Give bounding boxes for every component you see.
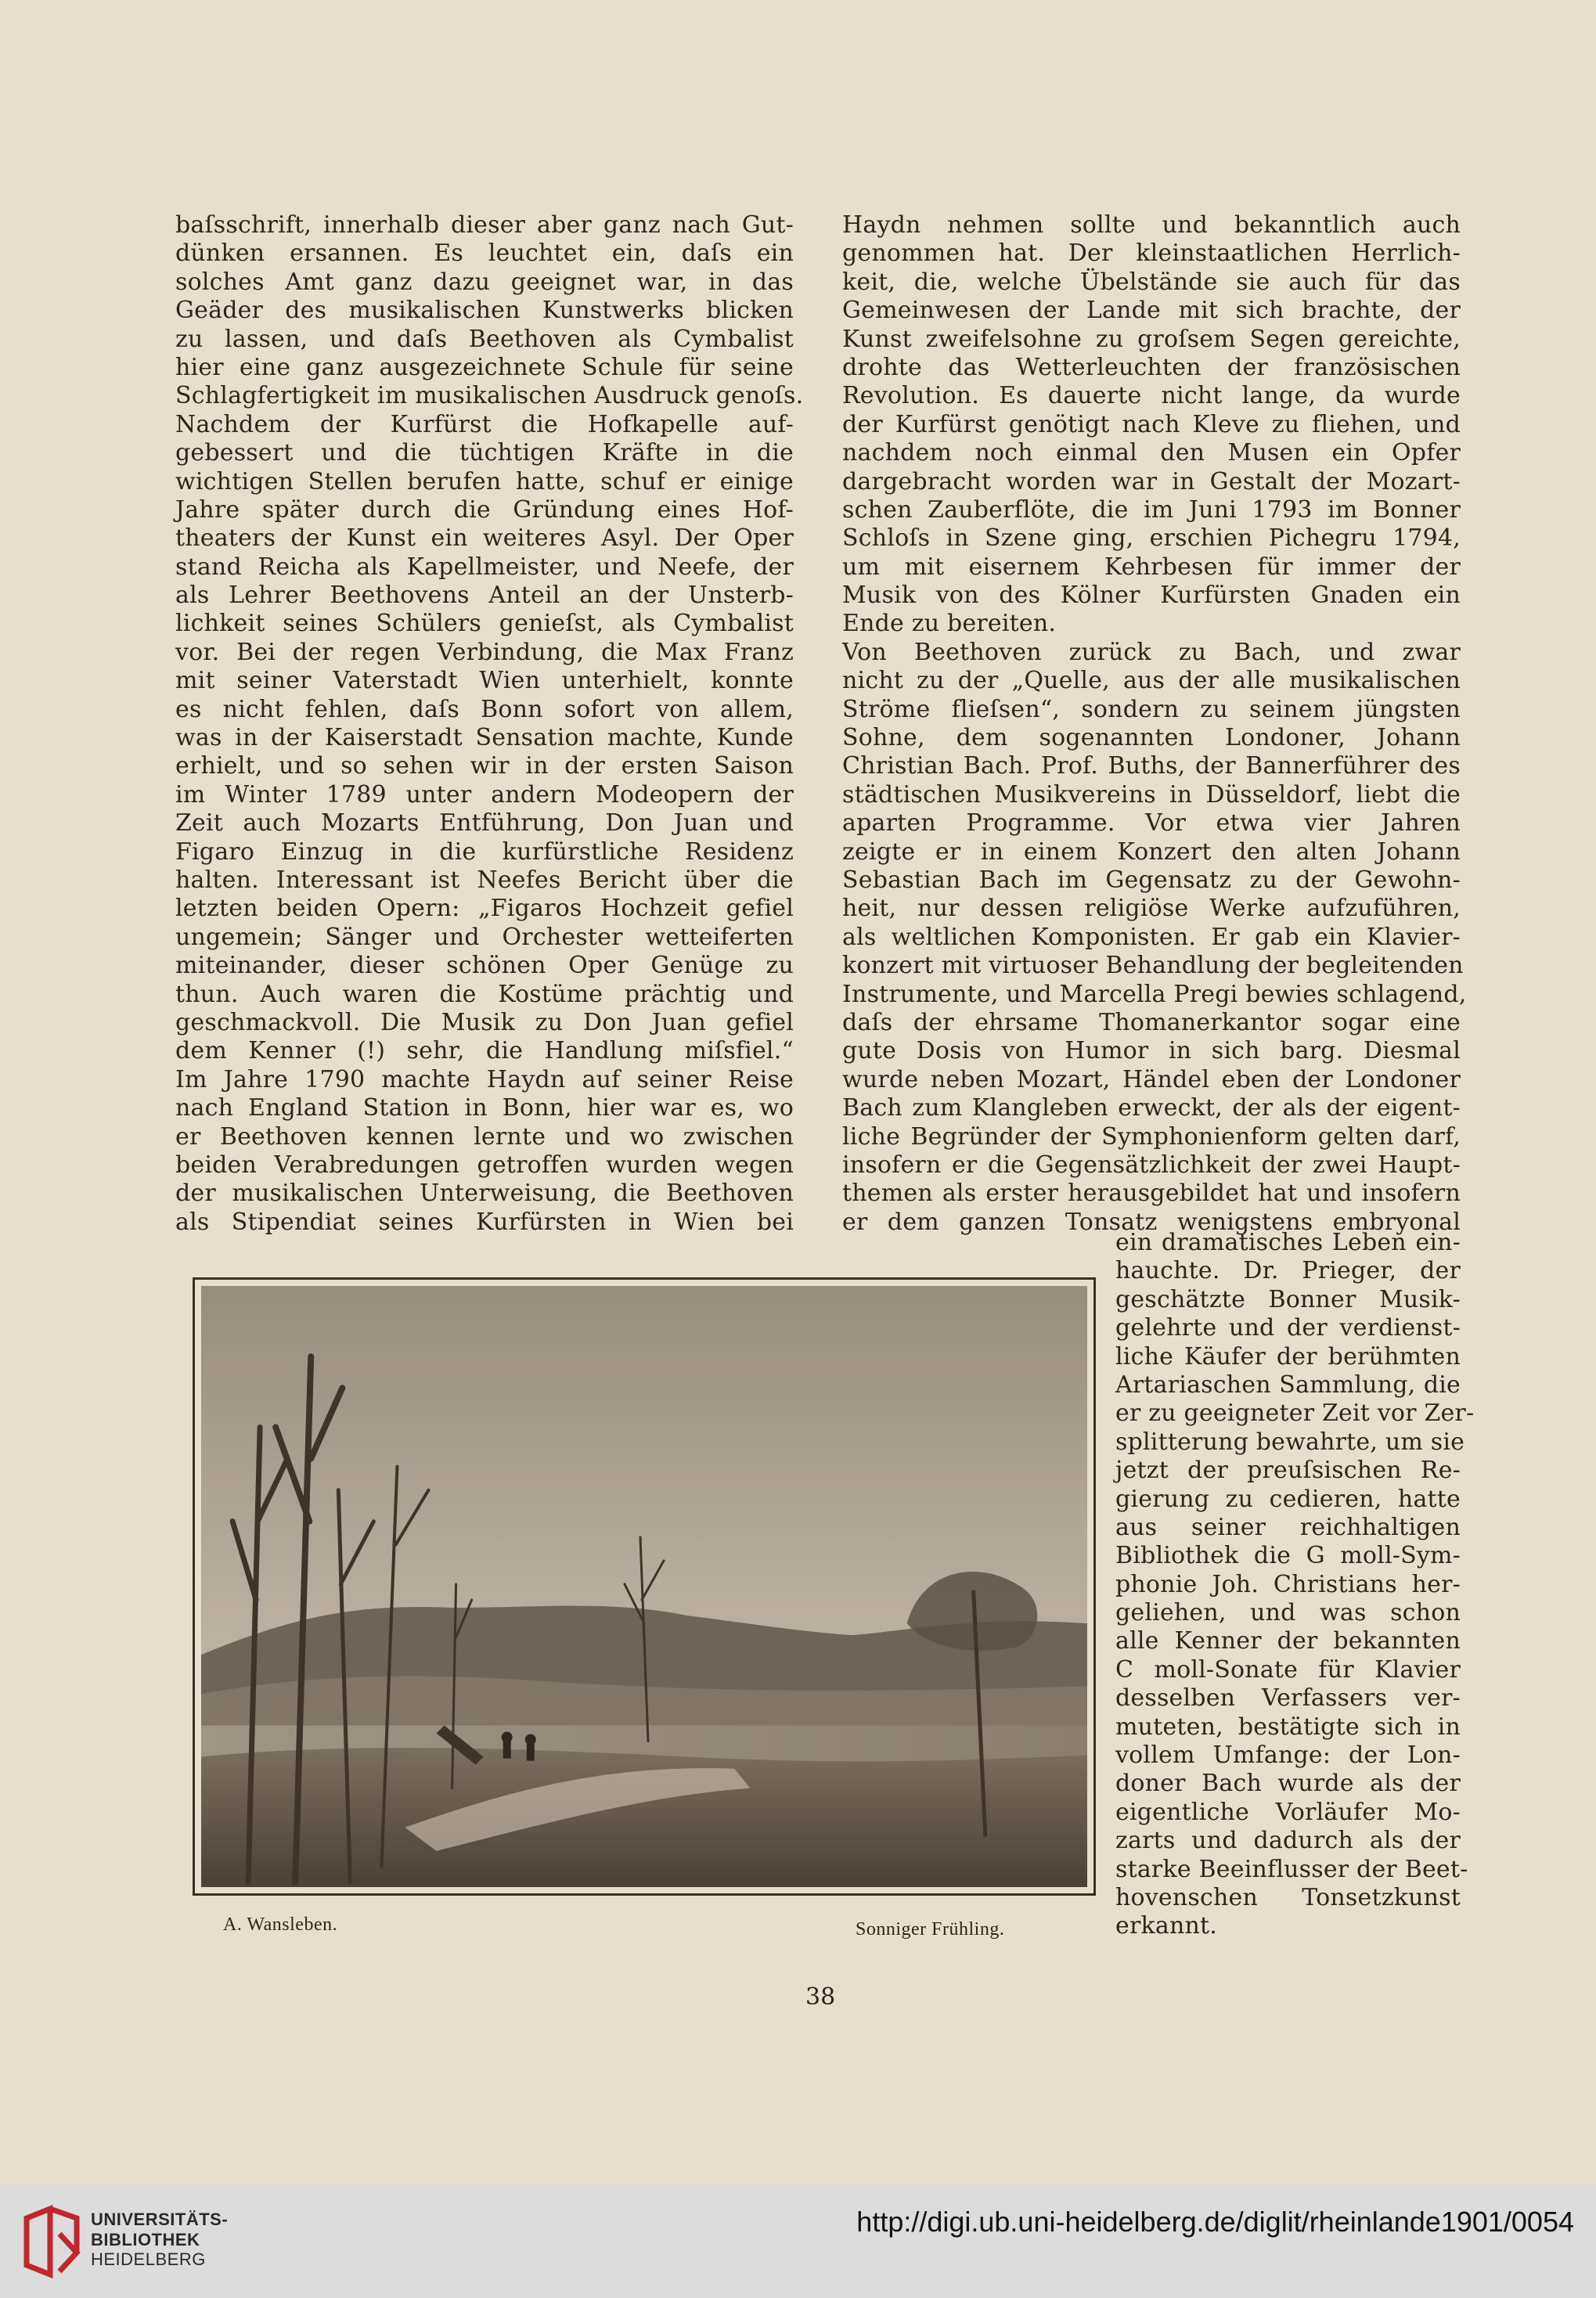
text-line: wurde neben Mozart, Händel eben der Londoner	[842, 1065, 1461, 1093]
text-line: theaters der Kunst ein weiteres Asyl. Der Oper	[175, 524, 794, 553]
text-line: Geäder des musikalischen Kunstwerks blicken	[175, 297, 794, 325]
text-line: Schlagfertigkeit im musikalischen Ausdruck genoſs.	[175, 382, 804, 410]
text-line: lichkeit seines Schülers genieſst, als Cymbalist	[175, 610, 794, 638]
text-line: im Winter 1789 unter andern Modeopern der	[175, 780, 794, 809]
text-line: halten. Interessant ist Neefes Bericht über die	[175, 866, 794, 894]
text-line: Revolution. Es dauerte nicht lange, da wurde	[842, 382, 1461, 410]
text-line: Bach zum Klangleben erweckt, der als der eigent-	[842, 1094, 1461, 1122]
text-line: Schloſs in Szene ging, erschien Pichegru 1794,	[842, 524, 1461, 553]
text-line: zu lassen, und daſs Beethoven als Cymbalist	[175, 325, 794, 353]
text-line: aus seiner reichhaltigen	[1115, 1513, 1461, 1541]
text-line: Ende zu bereiten.	[842, 610, 1057, 638]
text-line: baſsschrift, innerhalb dieser aber ganz nach Gut-	[175, 211, 794, 239]
text-line: aparten Programme. Vor etwa vier Jahren	[842, 809, 1461, 837]
text-line: doner Bach wurde als der	[1115, 1770, 1461, 1798]
text-line: keit, die, welche Übelstände sie auch für das	[842, 268, 1461, 296]
text-line: stand Reicha als Kapellmeister, und Neefe, der	[175, 553, 794, 581]
logo-text-line-2: BIBLIOTHEK	[91, 2230, 200, 2249]
text-line: heit, nur dessen religiöse Werke aufzuführen,	[842, 895, 1461, 923]
text-line: desselben Verfassers ver-	[1115, 1684, 1461, 1713]
text-line: genommen hat. Der kleinstaatlichen Herrlich-	[842, 240, 1461, 268]
text-line: Jahre später durch die Gründung eines Hof-	[175, 495, 794, 524]
text-line: hier eine ganz ausgezeichnete Schule für seine	[175, 353, 794, 381]
text-line: mit seiner Vaterstadt Wien unterhielt, konnte	[175, 667, 794, 695]
text-line: Zeit auch Mozarts Entführung, Don Juan und	[175, 809, 794, 837]
text-line: Sebastian Bach im Gegensatz zu der Gewohn-	[842, 866, 1461, 894]
text-line: ungemein; Sänger und Orchester wetteiferten	[175, 923, 794, 951]
text-line: Musik von des Kölner Kurfürsten Gnaden ein	[842, 582, 1461, 610]
caption-title: Sonniger Frühling.	[856, 1919, 1005, 1940]
text-line: solches Amt ganz dazu geeignet war, in das	[175, 268, 794, 296]
text-line: schen Zauberflöte, die im Juni 1793 im Bonner	[842, 495, 1461, 524]
text-line: als Stipendiat seines Kurfürsten in Wien bei	[175, 1208, 794, 1236]
painting-plate	[193, 1277, 1096, 1896]
text-line: als weltlichen Komponisten. Er gab ein Klavier-	[842, 923, 1461, 951]
text-line: alle Kenner der bekannten	[1115, 1627, 1461, 1655]
text-line: drohte das Wetterleuchten der französischen	[842, 353, 1461, 381]
text-line: konzert mit virtuoser Behandlung der begleitenden	[842, 952, 1464, 980]
right-text-column	[842, 211, 1467, 1237]
text-line: er dem ganzen Tonsatz wenigstens embryonal	[842, 1208, 1461, 1236]
text-line: gebessert und die tüchtigen Kräfte in die	[175, 439, 794, 467]
text-line: als Lehrer Beethovens Anteil an der Unsterb-	[175, 582, 794, 610]
text-line: liche Begründer der Symphonienform gelten darf,	[842, 1122, 1461, 1151]
text-line: geliehen, und was schon	[1115, 1599, 1461, 1627]
text-line: zarts und dadurch als der	[1115, 1827, 1461, 1855]
text-line: thun. Auch waren die Kostüme prächtig und	[175, 980, 794, 1008]
text-line: muteten, bestätigte sich in	[1115, 1713, 1461, 1741]
logo-text-line-1: UNIVERSITÄTS-	[91, 2210, 229, 2229]
text-line: gute Dosis von Humor in sich barg. Diesmal	[842, 1037, 1461, 1065]
logo-text-line-3: HEIDELBERG	[91, 2249, 206, 2269]
text-line: liche Käufer der berühmten	[1115, 1342, 1461, 1371]
right-wrap-text-column	[1115, 1229, 1475, 1941]
text-line: wichtigen Stellen berufen hatte, schuf er einige	[175, 467, 794, 495]
text-line: vollem Umfange: der Lon-	[1115, 1742, 1461, 1770]
text-line: starke Beeinflusser der Beet-	[1115, 1855, 1468, 1883]
text-line: der musikalischen Unterweisung, die Beethoven	[175, 1180, 794, 1208]
text-line: um mit eisernem Kehrbesen für immer der	[842, 553, 1461, 581]
text-line: gelehrte und der verdienst-	[1115, 1314, 1461, 1342]
left-text-column	[175, 211, 804, 1237]
text-line: beiden Verabredungen getroffen wurden wegen	[175, 1151, 794, 1179]
text-line: erkannt.	[1115, 1912, 1217, 1940]
text-line: miteinander, dieser schönen Oper Genüge zu	[175, 952, 794, 980]
text-line: geschmackvoll. Die Musik zu Don Juan gefiel	[175, 1008, 794, 1036]
text-line: was in der Kaiserstadt Sensation machte, Kunde	[175, 724, 794, 752]
text-line: daſs der ehrsame Thomanerkantor sogar eine	[842, 1008, 1461, 1036]
text-line: ein dramatisches Leben ein-	[1115, 1229, 1461, 1256]
text-line: jetzt der preuſsischen Re-	[1115, 1457, 1461, 1485]
text-line: Im Jahre 1790 machte Haydn auf seiner Reise	[175, 1065, 794, 1093]
text-line: hovenschen Tonsetzkunst	[1115, 1883, 1461, 1911]
text-line: dargebracht worden war in Gestalt der Mozart-	[842, 467, 1461, 495]
text-line: phonie Joh. Christians her-	[1115, 1570, 1461, 1598]
text-line: Kunst zweifelsohne zu groſsem Segen gereichte,	[842, 325, 1461, 353]
text-line: nachdem noch einmal den Musen ein Opfer	[842, 439, 1461, 467]
text-line: vor. Bei der regen Verbindung, die Max Franz	[175, 638, 794, 666]
text-line: erhielt, und so sehen wir in der ersten Saison	[175, 752, 794, 780]
text-line: Instrumente, und Marcella Pregi bewies schlagend,	[842, 980, 1467, 1008]
text-line: dünken ersannen. Es leuchtet ein, daſs ein	[175, 240, 794, 268]
text-line: C moll-Sonate für Klavier	[1115, 1655, 1461, 1684]
caption-artist: A. Wansleben.	[223, 1914, 338, 1935]
text-line: der Kurfürst genötigt nach Kleve zu fliehen, und	[842, 410, 1461, 438]
library-footer-bar	[0, 2184, 1596, 2298]
text-line: geschätzte Bonner Musik-	[1115, 1285, 1461, 1313]
text-line: Figaro Einzug in die kurfürstliche Residenz	[175, 837, 794, 866]
text-line: städtischen Musikvereins in Düsseldorf, liebt die	[842, 780, 1461, 809]
landscape-painting-image	[201, 1286, 1087, 1887]
text-line: Von Beethoven zurück zu Bach, und zwar	[842, 638, 1461, 666]
text-line: es nicht fehlen, daſs Bonn sofort von allem,	[175, 695, 794, 723]
text-line: Ströme flieſsen“, sondern zu seinem jüngsten	[842, 695, 1461, 723]
text-line: Sohne, dem sogenannten Londoner, Johann	[842, 724, 1461, 752]
text-line: dem Kenner (!) sehr, die Handlung miſsfiel.“	[175, 1037, 794, 1065]
text-line: nach England Station in Bonn, hier war es, wo	[175, 1094, 794, 1122]
text-line: insofern er die Gegensätzlichkeit der zwei Haupt-	[842, 1151, 1461, 1179]
text-line: zeigte er in einem Konzert den alten Johann	[842, 837, 1461, 866]
university-library-logo-icon	[19, 2203, 86, 2281]
text-line: hauchte. Dr. Prieger, der	[1115, 1257, 1461, 1285]
text-line: Christian Bach. Prof. Buths, der Bannerführer des	[842, 752, 1461, 780]
text-line: Nachdem der Kurfürst die Hofkapelle auf-	[175, 410, 794, 438]
text-line: nicht zu der „Quelle, aus der alle musikalischen	[842, 667, 1461, 695]
text-line: letzten beiden Opern: „Figaros Hochzeit gefiel	[175, 895, 794, 923]
text-line: er Beethoven kennen lernte und wo zwischen	[175, 1122, 794, 1151]
text-line: themen als erster herausgebildet hat und insofern	[842, 1180, 1461, 1208]
text-line: Artariaschen Sammlung, die	[1115, 1371, 1461, 1399]
text-line: eigentliche Vorläufer Mo-	[1115, 1798, 1461, 1826]
text-line: Gemeinwesen der Lande mit sich brachte, der	[842, 297, 1461, 325]
page-number: 38	[805, 1983, 836, 2011]
text-line: splitterung bewahrte, um sie	[1115, 1428, 1465, 1456]
text-line: gierung zu cedieren, hatte	[1115, 1485, 1461, 1513]
text-line: Bibliothek die G moll-Sym-	[1115, 1542, 1461, 1570]
text-line: er zu geeigneter Zeit vor Zer-	[1115, 1399, 1475, 1428]
text-line: Haydn nehmen sollte und bekanntlich auch	[842, 211, 1461, 239]
source-url-link[interactable]: http://digi.ub.uni-heidelberg.de/diglit/rheinlande1901/0054	[856, 2206, 1574, 2238]
